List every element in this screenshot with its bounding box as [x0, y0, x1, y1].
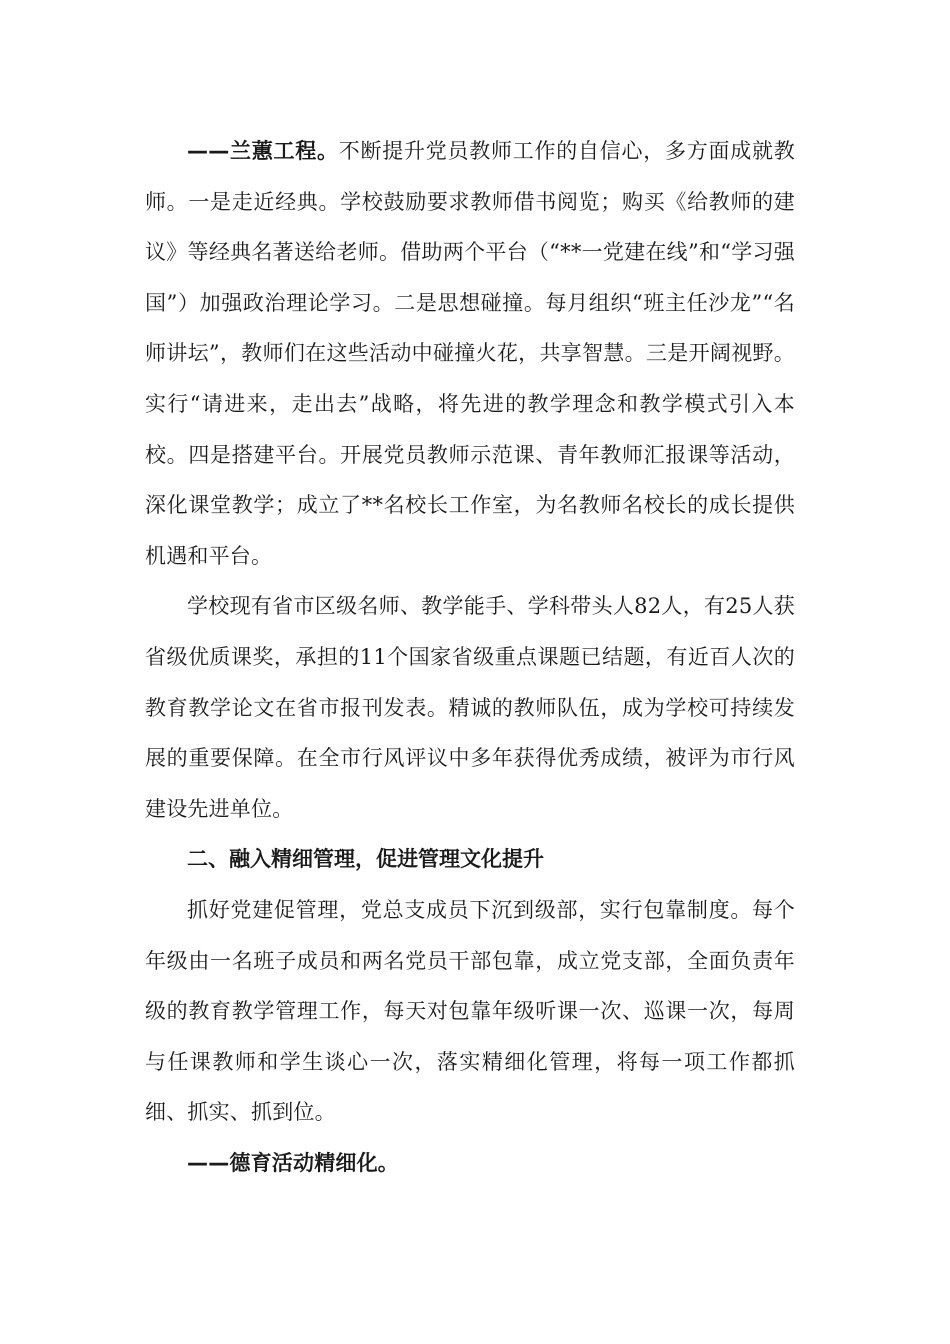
- moral-education-lead: ——德育活动精细化。: [187, 1150, 399, 1175]
- lanhui-project-lead: ——兰蕙工程。: [187, 139, 339, 163]
- paragraph-lanhui-project: [145, 126, 795, 581]
- paragraph-management: 抓好党建促管理，党总支成员下沉到级部，实行包靠制度。每个年级由一名班子成员和两名党员干部包靠，成立党支部，全面负责年级的教育教学管理工作，每天对包靠年级听课一次、巡课一次，每周与任课教师和学生谈心一次，落实精细化管理，将每一项工作都抓细、抓实、抓到位。: [145, 897, 795, 1125]
- paragraph-teacher-stats: 学校现有省市区级名师、教学能手、学科带头人82人，有25人获省级优质课奖，承担的11个国家省级重点课题已结题，有近百人次的教育教学论文在省市报刊发表。精诚的教师队伍，成为学校可持续发展的重要保障。在全市行风评议中多年获得优秀成绩，被评为市行风建设先进单位。: [145, 594, 795, 821]
- paragraph-moral-education: [145, 1138, 795, 1189]
- document-page: [145, 126, 795, 1188]
- lanhui-project-body: 不断提升党员教师工作的自信心，多方面成就教师。一是走近经典。学校鼓励要求教师借书阅览；购买《给教师的建议》等经典名著送给老师。借助两个平台（“**一党建在线”和“学习强国”）加强政治理论学习。二是思想碰撞。每月组织“班主任沙龙”“名师讲坛”，教师们在这些活动中碰撞火花，共享智慧。三是开阔视野。实行“请进来，走出去”战略，将先进的教学理念和教学模式引入本校。四是搭建平台。开展党员教师示范课、青年教师汇报课等活动，深化课堂教学；成立了**名校长工作室，为名教师名校长的成长提供机遇和平台。: [145, 139, 796, 568]
- section-heading-management: 二、融入精细管理，促进管理文化提升: [187, 847, 544, 872]
